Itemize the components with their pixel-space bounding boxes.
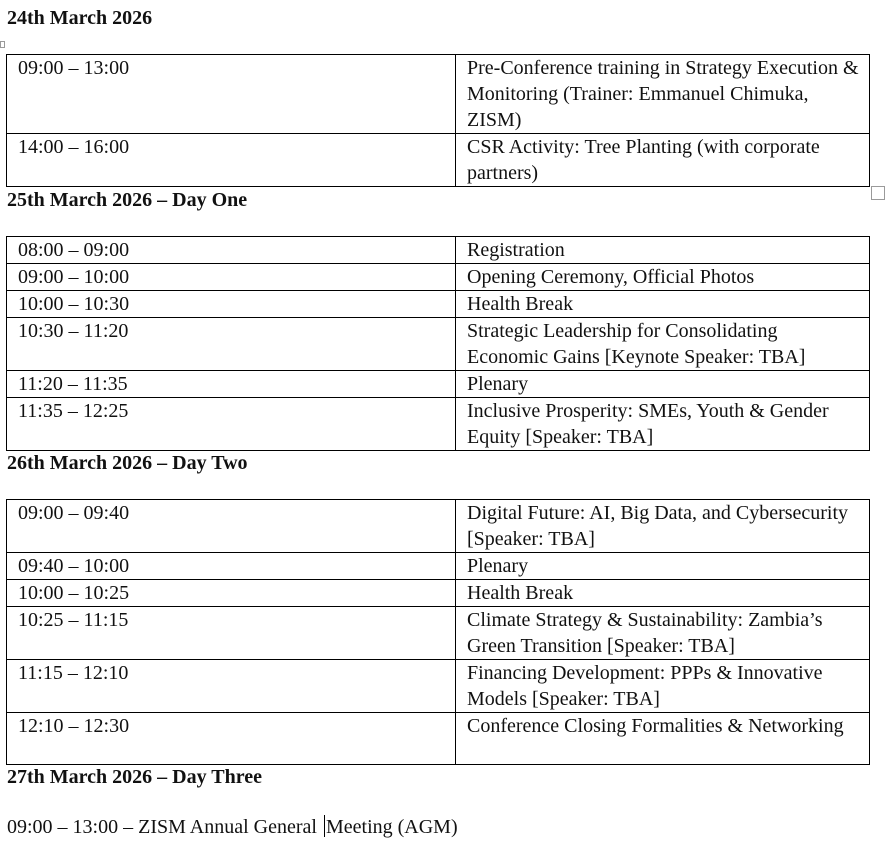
time-cell[interactable]: 11:15 – 12:10 <box>7 660 456 713</box>
text-cursor <box>324 815 325 837</box>
time-cell[interactable]: 10:25 – 11:15 <box>7 607 456 660</box>
activity-cell[interactable]: Opening Ceremony, Official Photos <box>456 264 870 291</box>
activity-cell[interactable]: Health Break <box>456 291 870 318</box>
schedule-table-24-march <box>6 54 870 187</box>
time-cell[interactable]: 09:40 – 10:00 <box>7 553 456 580</box>
time-cell[interactable]: 11:35 – 12:25 <box>7 398 456 451</box>
time-cell[interactable]: 08:00 – 09:00 <box>7 237 456 264</box>
activity-cell[interactable]: Pre-Conference training in Strategy Execution & Monitoring (Trainer: Emmanuel Chimuka, ZISM) <box>456 55 870 134</box>
time-cell[interactable]: 14:00 – 16:00 <box>7 134 456 187</box>
activity-cell[interactable]: Registration <box>456 237 870 264</box>
agm-text-after-cursor: Meeting (AGM) <box>325 816 458 838</box>
section-heading-day-two: 26th March 2026 – Day Two <box>7 452 248 474</box>
table-row <box>7 318 870 371</box>
table-row <box>7 607 870 660</box>
activity-cell[interactable]: Digital Future: AI, Big Data, and Cybersecurity [Speaker: TBA] <box>456 500 870 553</box>
activity-cell[interactable]: Plenary <box>456 371 870 398</box>
activity-cell[interactable]: Financing Development: PPPs & Innovative Models [Speaker: TBA] <box>456 660 870 713</box>
activity-cell[interactable]: Strategic Leadership for Consolidating Economic Gains [Keynote Speaker: TBA] <box>456 318 870 371</box>
activity-cell[interactable]: Conference Closing Formalities & Networking <box>456 713 870 765</box>
schedule-table-day-two <box>6 499 870 765</box>
schedule-table-day-one <box>6 236 870 451</box>
time-cell[interactable]: 10:30 – 11:20 <box>7 318 456 371</box>
table-row <box>7 398 870 451</box>
time-cell[interactable]: 09:00 – 13:00 <box>7 55 456 134</box>
section-heading-24-march: 24th March 2026 <box>7 7 153 29</box>
table-row <box>7 264 870 291</box>
time-cell[interactable]: 09:00 – 10:00 <box>7 264 456 291</box>
activity-cell[interactable]: CSR Activity: Tree Planting (with corporate partners) <box>456 134 870 187</box>
time-cell[interactable]: 10:00 – 10:30 <box>7 291 456 318</box>
table-row <box>7 500 870 553</box>
table-resize-handle-icon[interactable] <box>871 186 885 200</box>
table-move-handle-icon[interactable] <box>0 41 5 48</box>
time-cell[interactable]: 10:00 – 10:25 <box>7 580 456 607</box>
table-row <box>7 660 870 713</box>
table-row <box>7 237 870 264</box>
time-cell[interactable]: 11:20 – 11:35 <box>7 371 456 398</box>
table-row <box>7 55 870 134</box>
table-row <box>7 371 870 398</box>
table-row <box>7 291 870 318</box>
section-heading-day-one: 25th March 2026 – Day One <box>7 189 248 211</box>
time-cell[interactable]: 09:00 – 09:40 <box>7 500 456 553</box>
table-row <box>7 713 870 765</box>
table-row <box>7 134 870 187</box>
activity-cell[interactable]: Climate Strategy & Sustainability: Zambia’s Green Transition [Speaker: TBA] <box>456 607 870 660</box>
activity-cell[interactable]: Plenary <box>456 553 870 580</box>
table-row <box>7 580 870 607</box>
agm-text-before-cursor: 09:00 – 13:00 – ZISM Annual General <box>7 816 322 838</box>
activity-cell[interactable]: Inclusive Prosperity: SMEs, Youth & Gender Equity [Speaker: TBA] <box>456 398 870 451</box>
activity-cell[interactable]: Health Break <box>456 580 870 607</box>
section-heading-day-three: 27th March 2026 – Day Three <box>7 766 262 788</box>
table-row <box>7 553 870 580</box>
time-cell[interactable]: 12:10 – 12:30 <box>7 713 456 765</box>
day-three-agm-line[interactable] <box>7 814 458 840</box>
